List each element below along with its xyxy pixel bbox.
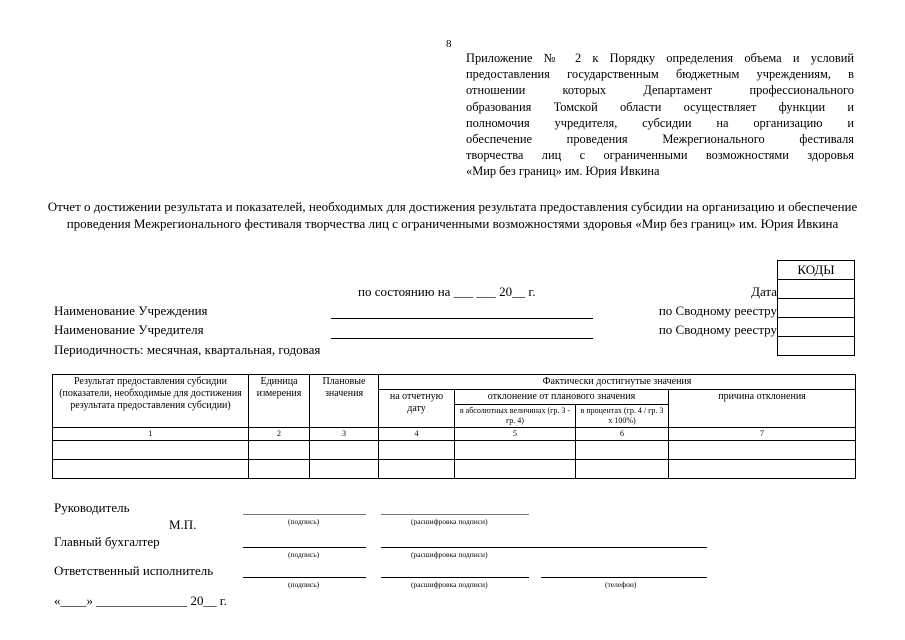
institution-label: Наименование Учреждения bbox=[54, 303, 208, 318]
accountant-label: Главный бухгалтер bbox=[54, 534, 160, 549]
col-report-date-header: на отчетную дату bbox=[379, 390, 455, 428]
col-planned-header: Плановые значения bbox=[310, 375, 379, 428]
table-cell[interactable] bbox=[379, 460, 455, 479]
code-registry-cell-2[interactable] bbox=[778, 318, 855, 337]
founder-field[interactable] bbox=[331, 338, 593, 339]
head-decoding-line[interactable] bbox=[381, 514, 529, 515]
code-registry-cell-1[interactable] bbox=[778, 299, 855, 318]
executor-label: Ответственный исполнитель bbox=[54, 563, 214, 578]
stamp-label: М.П. bbox=[169, 517, 197, 532]
col-unit-header: Единица измерения bbox=[249, 375, 310, 428]
accountant-decoding-line[interactable] bbox=[381, 547, 707, 548]
executor-phone-caption: (телефон) bbox=[605, 580, 637, 589]
report-title: Отчет о достижении результата и показателей, необходимых для достижения результата предоставления субсидии на организацию и обеспечение проведения Межрегионального фестиваля творчества лиц с ограниченными возможностями здоровья «Мир без границ» им. Юрия Ивкина bbox=[47, 199, 858, 231]
head-decoding-caption: (расшифровка подписи) bbox=[411, 517, 488, 526]
results-table bbox=[52, 374, 856, 479]
institution-field[interactable] bbox=[331, 318, 593, 319]
col-reason-header: причина отклонения bbox=[669, 390, 856, 428]
col-number: 3 bbox=[310, 428, 379, 441]
head-label: Руководитель bbox=[54, 500, 130, 515]
appendix-line: образования Томской области осуществляет функции и bbox=[466, 99, 854, 114]
registry-label-2: по Сводному реестру bbox=[658, 322, 777, 337]
table-cell[interactable] bbox=[310, 460, 379, 479]
col-abs-header: в абсолютных величинах (гр. 3 - гр. 4) bbox=[455, 405, 576, 428]
founder-label: Наименование Учредителя bbox=[54, 322, 204, 337]
page-number: 8 bbox=[446, 38, 452, 50]
date-line[interactable]: «____» ______________ 20__ г. bbox=[54, 593, 227, 608]
table-cell[interactable] bbox=[53, 460, 249, 479]
col-deviation-header: отклонение от планового значения bbox=[455, 390, 669, 405]
table-cell[interactable] bbox=[455, 460, 576, 479]
col-number: 2 bbox=[249, 428, 310, 441]
col-pct-header: в процентах (гр. 4 / гр. 3 х 100%) bbox=[576, 405, 669, 428]
appendix-line: «Мир без границ» им. Юрия Ивкина bbox=[466, 164, 660, 179]
appendix-note bbox=[466, 50, 854, 180]
table-cell[interactable] bbox=[669, 460, 856, 479]
table-row bbox=[53, 441, 856, 460]
code-date-cell[interactable] bbox=[778, 280, 855, 299]
appendix-line: предоставления государственным бюджетным учреждениям, в bbox=[466, 67, 854, 82]
col-number: 1 bbox=[53, 428, 249, 441]
registry-label-1: по Сводному реестру bbox=[658, 303, 777, 318]
table-row bbox=[53, 460, 856, 479]
date-label: Дата bbox=[751, 284, 777, 299]
executor-decoding-line[interactable] bbox=[381, 577, 529, 578]
appendix-line: полномочия учредителя, субсидии на организацию и bbox=[466, 115, 854, 130]
periodicity-label: Периодичность: месячная, квартальная, годовая bbox=[54, 342, 321, 357]
table-cell[interactable] bbox=[669, 441, 856, 460]
appendix-line: обеспечение проведения Межрегионального фестиваля bbox=[466, 132, 854, 147]
head-signature-caption: (подпись) bbox=[288, 517, 320, 526]
col-result-header: Результат предоставления субсидии (показатели, необходимые для достижения результата предоставления субсидии) bbox=[53, 375, 249, 428]
table-cell[interactable] bbox=[310, 441, 379, 460]
accountant-signature-caption: (подпись) bbox=[288, 550, 320, 559]
accountant-signature-line[interactable] bbox=[243, 547, 366, 548]
appendix-line: Приложение № 2 к Порядку определения объема и условий bbox=[466, 51, 854, 65]
appendix-line: отношении которых Департамент профессионального bbox=[466, 83, 854, 98]
table-cell[interactable] bbox=[249, 441, 310, 460]
col-actual-group-header: Фактически достигнутые значения bbox=[379, 375, 856, 390]
codes-table bbox=[777, 260, 855, 356]
executor-signature-line[interactable] bbox=[243, 577, 366, 578]
code-periodicity-cell[interactable] bbox=[778, 337, 855, 356]
col-number: 7 bbox=[669, 428, 856, 441]
executor-signature-caption: (подпись) bbox=[288, 580, 320, 589]
table-cell[interactable] bbox=[249, 460, 310, 479]
table-cell[interactable] bbox=[379, 441, 455, 460]
col-number: 4 bbox=[379, 428, 455, 441]
col-number: 5 bbox=[455, 428, 576, 441]
col-number: 6 bbox=[576, 428, 669, 441]
as-of-date: по состоянию на ___ ___ 20__ г. bbox=[358, 284, 536, 299]
executor-phone-line[interactable] bbox=[541, 577, 707, 578]
codes-title: КОДЫ bbox=[778, 261, 855, 280]
executor-decoding-caption: (расшифровка подписи) bbox=[411, 580, 488, 589]
table-cell[interactable] bbox=[53, 441, 249, 460]
accountant-decoding-caption: (расшифровка подписи) bbox=[411, 550, 488, 559]
table-cell[interactable] bbox=[576, 441, 669, 460]
appendix-line: творчества лиц с ограниченными возможностями здоровья bbox=[466, 148, 854, 163]
table-cell[interactable] bbox=[455, 441, 576, 460]
head-signature-line[interactable] bbox=[243, 514, 366, 515]
table-cell[interactable] bbox=[576, 460, 669, 479]
